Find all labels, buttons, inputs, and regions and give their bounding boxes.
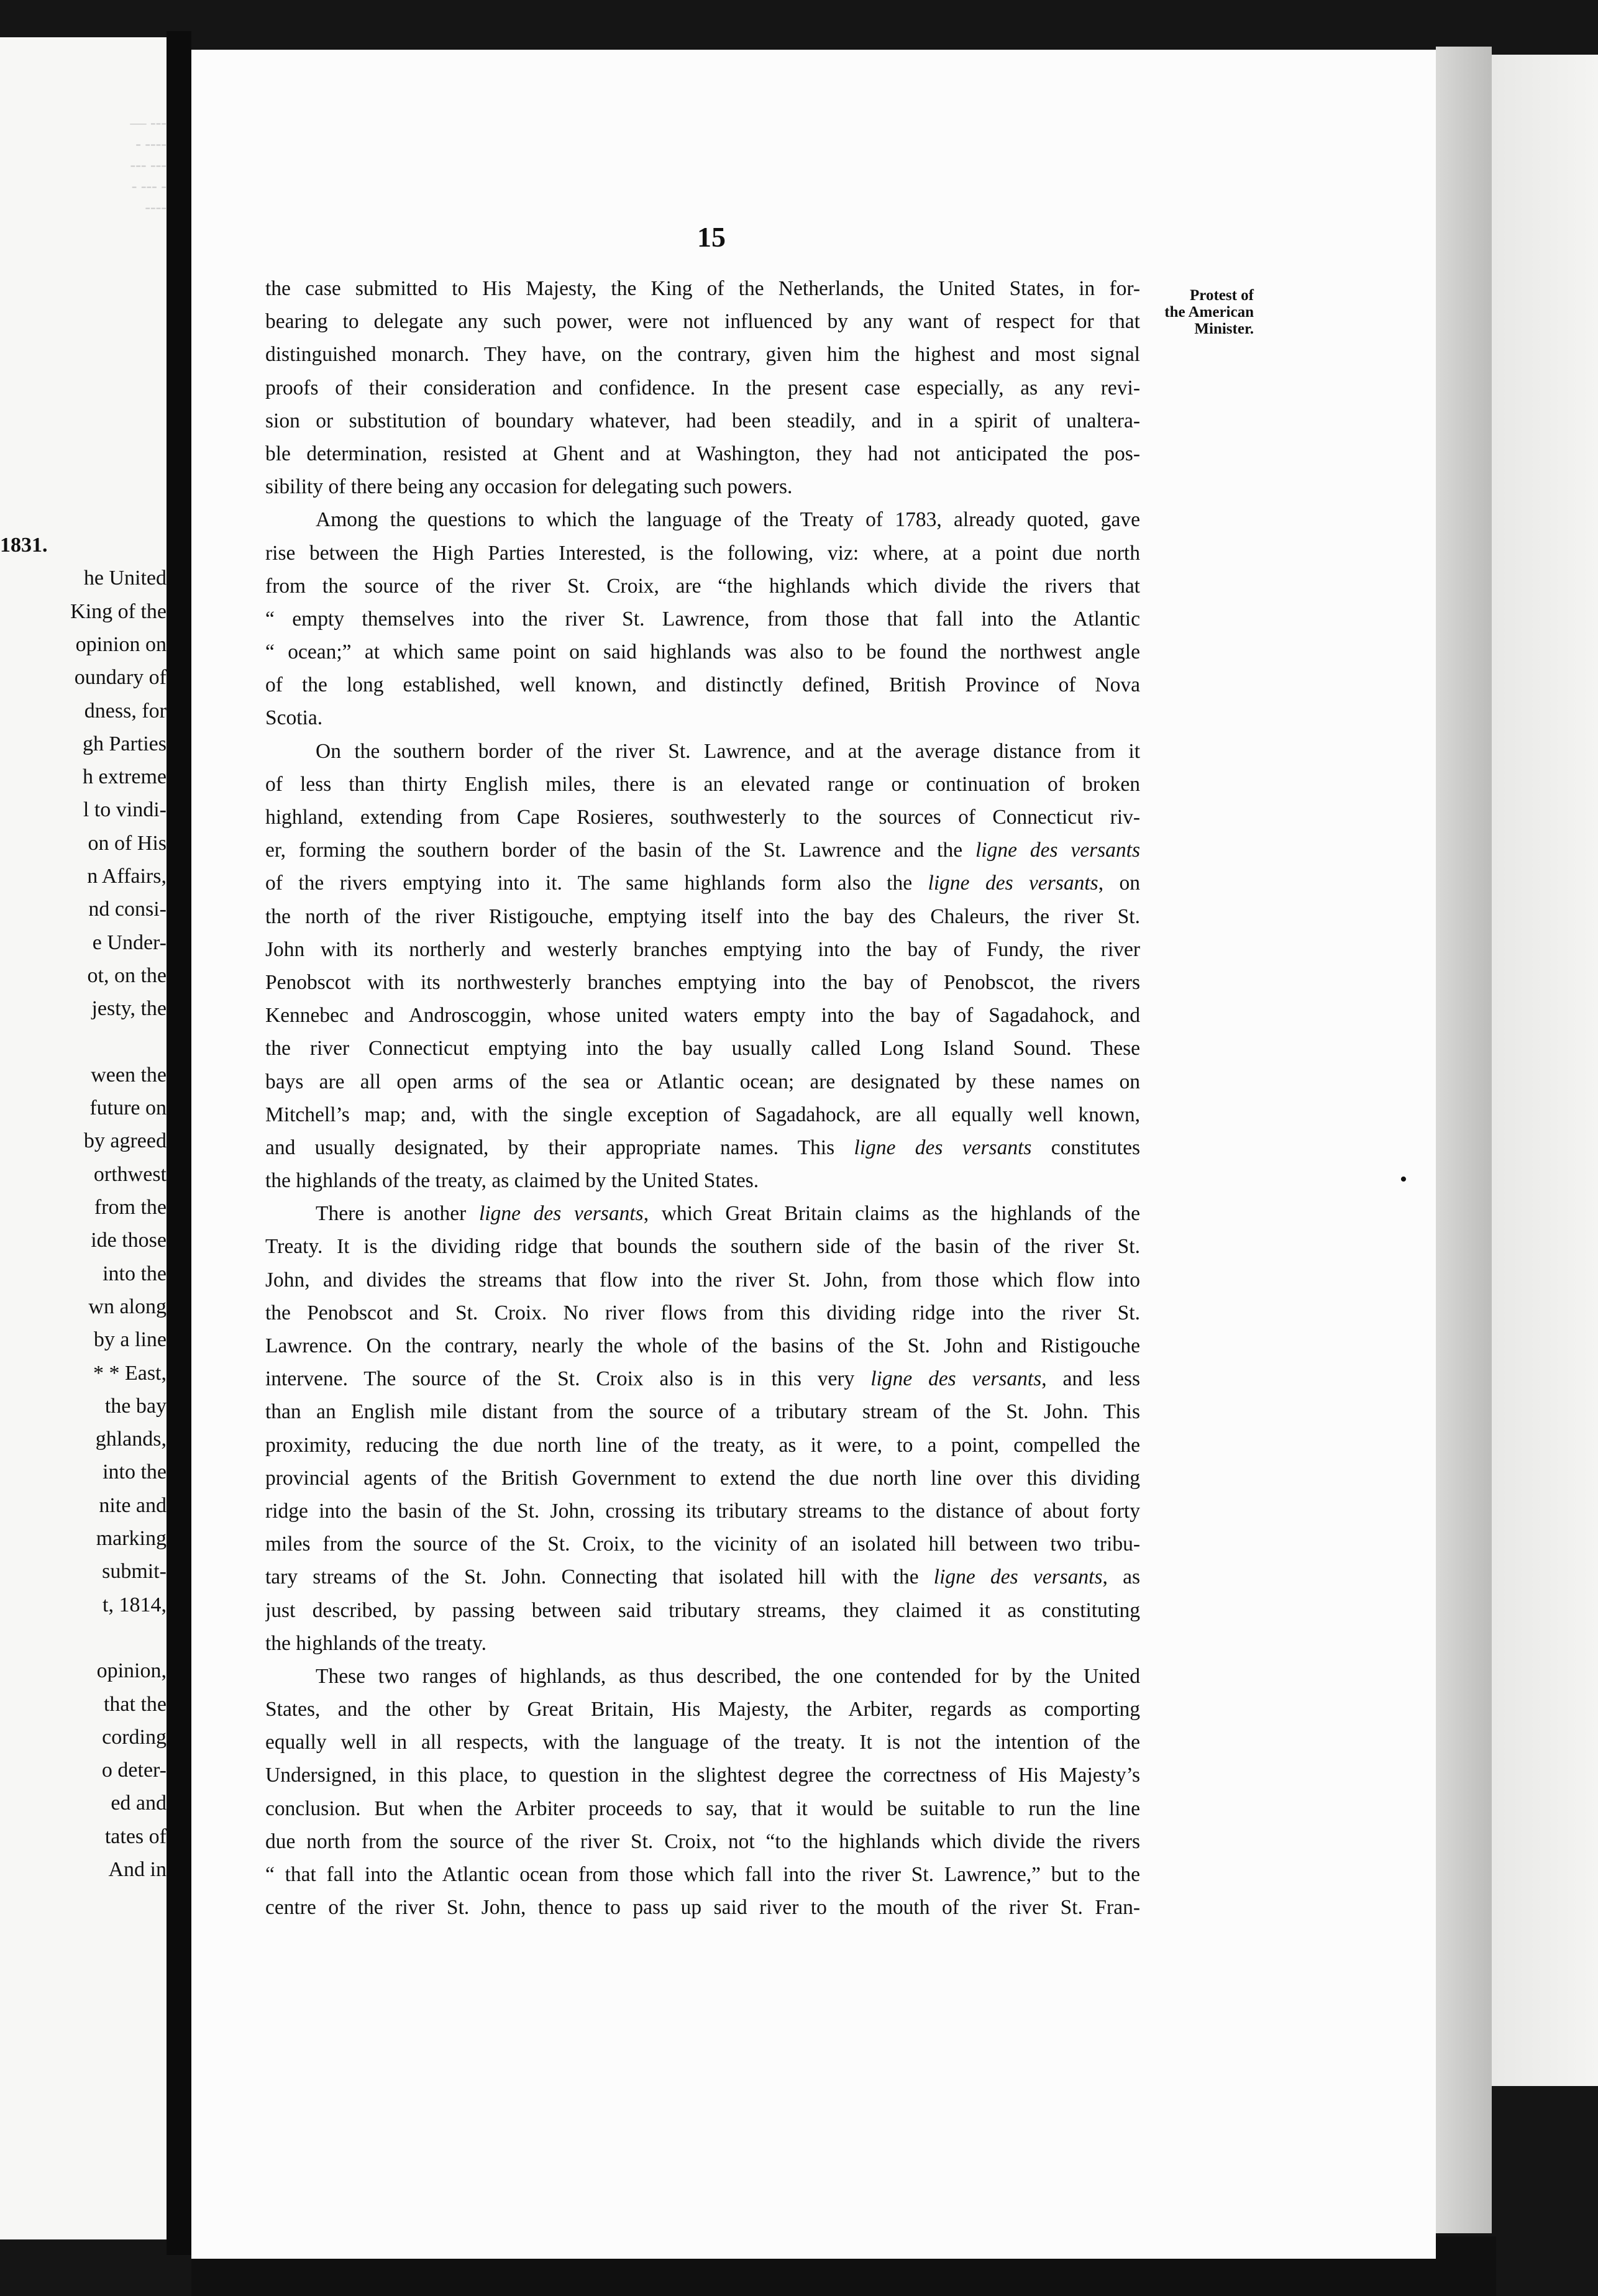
facing-page-line: nd consi- [88, 898, 167, 921]
text-line: rise between the High Parties Interested, is the following, viz: where, at a point due north [265, 541, 1140, 565]
facing-page-line: l to vindi- [83, 798, 167, 822]
italic-phrase: ligne des versants [928, 872, 1098, 895]
text-line: the river Connecticut emptying into the bay usually called Long Island Sound. These [265, 1037, 1140, 1060]
text-line: sibility of there being any occasion for delegating such powers. [265, 475, 793, 499]
facing-page-line: by a line [93, 1328, 167, 1352]
facing-page-text [0, 37, 167, 2239]
text-line: due north from the source of the river St. Croix, not “to the highlands which divide the rivers [265, 1829, 1140, 1853]
text-line: conclusion. But when the Arbiter proceeds to say, that it would be suitable to run the line [265, 1797, 1140, 1820]
text-line: highland, extending from Cape Rosieres, southwesterly to the sources of Connecticut riv- [265, 806, 1140, 829]
text-line: distinguished monarch. They have, on the contrary, given him the highest and most signal [265, 343, 1140, 367]
facing-page-faded-line: --- --- [130, 156, 167, 174]
text-line: John, and divides the streams that flow into the river St. John, from those which flow into [265, 1268, 1140, 1292]
margin-note-line: the American [1164, 304, 1254, 321]
facing-page-line: marking [96, 1527, 167, 1550]
text-line: “ empty themselves into the river St. Lawrence, from those that fall into the Atlantic [265, 607, 1140, 631]
text-line: the case submitted to His Majesty, the King of the Netherlands, the United States, in for- [265, 277, 1140, 300]
text-line: the highlands of the treaty, as claimed by the United States. [265, 1169, 759, 1193]
text-line: Kennebec and Androscoggin, whose united waters empty into the bay of Sagadahock, and [265, 1004, 1140, 1027]
text-line: than an English mile distant from the source of a tributary stream of the St. John. This [265, 1400, 1140, 1424]
facing-page-line: And in [108, 1858, 167, 1881]
facing-page-line: submit- [102, 1560, 167, 1583]
text-line: proofs of their consideration and confidence. In the present case especially, as any revi- [265, 376, 1140, 399]
facing-page-line: jesty, the [91, 997, 167, 1021]
text-line: Among the questions to which the language of the Treaty of 1783, already quoted, gave [316, 508, 1140, 532]
text-line: ble determination, resisted at Ghent and at Washington, they had not anticipated the pos- [265, 442, 1140, 465]
facing-page-line: orthwest [93, 1162, 167, 1186]
text-line: just described, by passing between said tributary streams, they claimed it as constituting [265, 1598, 1140, 1622]
facing-page-line: * * East, [93, 1361, 167, 1385]
facing-page-line: on of His [88, 831, 167, 855]
text-line: provincial agents of the British Government to extend the due north line over this dividing [265, 1466, 1140, 1490]
facing-page-line: o deter- [101, 1759, 167, 1782]
text-line: of less than thirty English miles, there is an elevated range or continuation of broken [265, 772, 1140, 796]
facing-page [0, 37, 167, 2239]
facing-page-line: into the [103, 1262, 167, 1285]
margin-note-line: Protest of [1190, 287, 1254, 304]
text-line: of the rivers emptying into it. The same highlands form also the ligne des versants, on [265, 872, 1140, 895]
text-line: ridge into the basin of the St. John, crossing its tributary streams to the distance of about forty [265, 1499, 1140, 1523]
text-line: Undersigned, in this place, to question in the slightest degree the correctness of His Majesty’s [265, 1764, 1140, 1787]
facing-page-faded-line: ---- [145, 198, 167, 216]
book-gutter [167, 31, 191, 2255]
text-line: the highlands of the treaty. [265, 1631, 486, 1655]
text-line: equally well in all respects, with the language of the treaty. It is not the intention of the [265, 1731, 1140, 1754]
facing-page-line: ghlands, [95, 1428, 167, 1451]
text-line: proximity, reducing the due north line of the treaty, as it were, to a point, compelled the [265, 1433, 1140, 1457]
text-line: Penobscot with its northwesterly branches emptying into the bay of Penobscot, the rivers [265, 970, 1140, 994]
facing-page-line: oundary of [74, 666, 167, 690]
facing-page-line: dness, for [84, 699, 167, 722]
page-edge [1492, 55, 1598, 2086]
facing-page-line: wn along [88, 1295, 167, 1318]
text-line: er, forming the southern border of the basin of the St. Lawrence and the ligne des versants [265, 839, 1140, 862]
page-number: 15 [697, 221, 726, 253]
facing-page-line: n Affairs, [87, 865, 167, 888]
italic-phrase: ligne des versants [933, 1565, 1103, 1589]
facing-page-faded-line: - ---- [135, 135, 167, 153]
text-line: Lawrence. On the contrary, nearly the whole of the basins of the St. John and Ristigouche [265, 1334, 1140, 1357]
facing-page-line: cording [102, 1725, 167, 1749]
text-line: and usually designated, by their appropriate names. This ligne des versants constitutes [265, 1136, 1140, 1159]
facing-page-line: ween the [91, 1063, 167, 1086]
text-line: There is another ligne des versants, which Great Britain claims as the highlands of the [316, 1202, 1140, 1226]
text-line: Scotia. [265, 706, 323, 730]
text-line: States, and the other by Great Britain, His Majesty, the Arbiter, regards as comporting [265, 1698, 1140, 1721]
text-line: John with its northerly and westerly branches emptying into the bay of Fundy, the river [265, 937, 1140, 961]
facing-page-line: tates of [104, 1824, 167, 1848]
facing-page-faded-line: — --- [130, 114, 167, 132]
text-line: These two ranges of highlands, as thus described, the one contended for by the United [316, 1664, 1140, 1688]
text-line: centre of the river St. John, thence to pass up said river to the mouth of the river St. Fran- [265, 1896, 1140, 1920]
text-line: “ ocean;” at which same point on said highlands was also to be found the northwest angle [265, 640, 1140, 664]
facing-page-line: ide those [91, 1229, 167, 1252]
facing-page-line: t, 1814, [103, 1593, 167, 1616]
italic-phrase: ligne des versants [870, 1367, 1042, 1391]
italic-phrase: ligne des versants [479, 1202, 644, 1226]
text-line: Mitchell’s map; and, with the single exception of Sagadahock, are all equally well known, [265, 1103, 1140, 1126]
facing-page-line: nite and [99, 1493, 167, 1517]
text-line: the Penobscot and St. Croix. No river flows from this dividing ridge into the river St. [265, 1301, 1140, 1324]
text-line: the north of the river Ristigouche, emptying itself into the bay des Chaleurs, the river St. [265, 904, 1140, 928]
margin-mark: • [1400, 1168, 1407, 1191]
text-line: On the southern border of the river St. Lawrence, and at the average distance from it [316, 739, 1140, 763]
text-line: of the long established, well known, and distinctly defined, British Province of Nova [265, 673, 1140, 697]
facing-page-line: ed and [111, 1792, 167, 1815]
facing-page-line: opinion on [75, 632, 167, 656]
text-line: miles from the source of the St. Croix, to the vicinity of an isolated hill between two tribu- [265, 1533, 1140, 1556]
text-line: intervene. The source of the St. Croix also is in this very ligne des versants, and less [265, 1367, 1140, 1391]
facing-page-faded-line: - --- - [131, 177, 167, 195]
facing-page-line: future on [89, 1096, 167, 1120]
facing-page-line: h extreme [83, 765, 167, 789]
facing-page-line: gh Parties [82, 732, 167, 755]
italic-phrase: ligne des versants [854, 1136, 1032, 1159]
margin-note-line: Minister. [1194, 321, 1254, 337]
facing-page-line: King of the [70, 599, 167, 623]
facing-page-line: the bay [104, 1394, 167, 1418]
facing-page-line: e Under- [92, 931, 167, 954]
text-line: Treaty. It is the dividing ridge that bounds the southern side of the basin of the river St. [265, 1235, 1140, 1259]
body-text [265, 272, 1140, 1924]
text-line: “ that fall into the Atlantic ocean from those which fall into the river St. Lawrence,” but to the [265, 1863, 1140, 1886]
margin-note [1142, 287, 1254, 337]
facing-page-line: ot, on the [87, 964, 167, 987]
text-line: bays are all open arms of the sea or Atlantic ocean; are designated by these names on [265, 1070, 1140, 1093]
text-line: sion or substitution of boundary whatever, had been steadily, and in a spirit of unaltera- [265, 409, 1140, 432]
facing-page-line: that the [103, 1692, 167, 1716]
text-line: from the source of the river St. Croix, are “the highlands which divide the rivers that [265, 574, 1140, 598]
facing-page-line: he United [83, 567, 167, 590]
page-edge-shadow [1436, 47, 1492, 2233]
text-line: bearing to delegate any such power, were not influenced by any want of respect for that [265, 310, 1140, 334]
facing-page-line: from the [94, 1196, 167, 1219]
text-line: tary streams of the St. John. Connecting that isolated hill with the ligne des versants, as [265, 1565, 1140, 1589]
italic-phrase: ligne des versants [975, 839, 1140, 862]
facing-page-line: 1831. [0, 534, 48, 557]
facing-page-line: into the [103, 1460, 167, 1484]
facing-page-line: by agreed [83, 1129, 167, 1153]
facing-page-line: opinion, [96, 1659, 167, 1683]
